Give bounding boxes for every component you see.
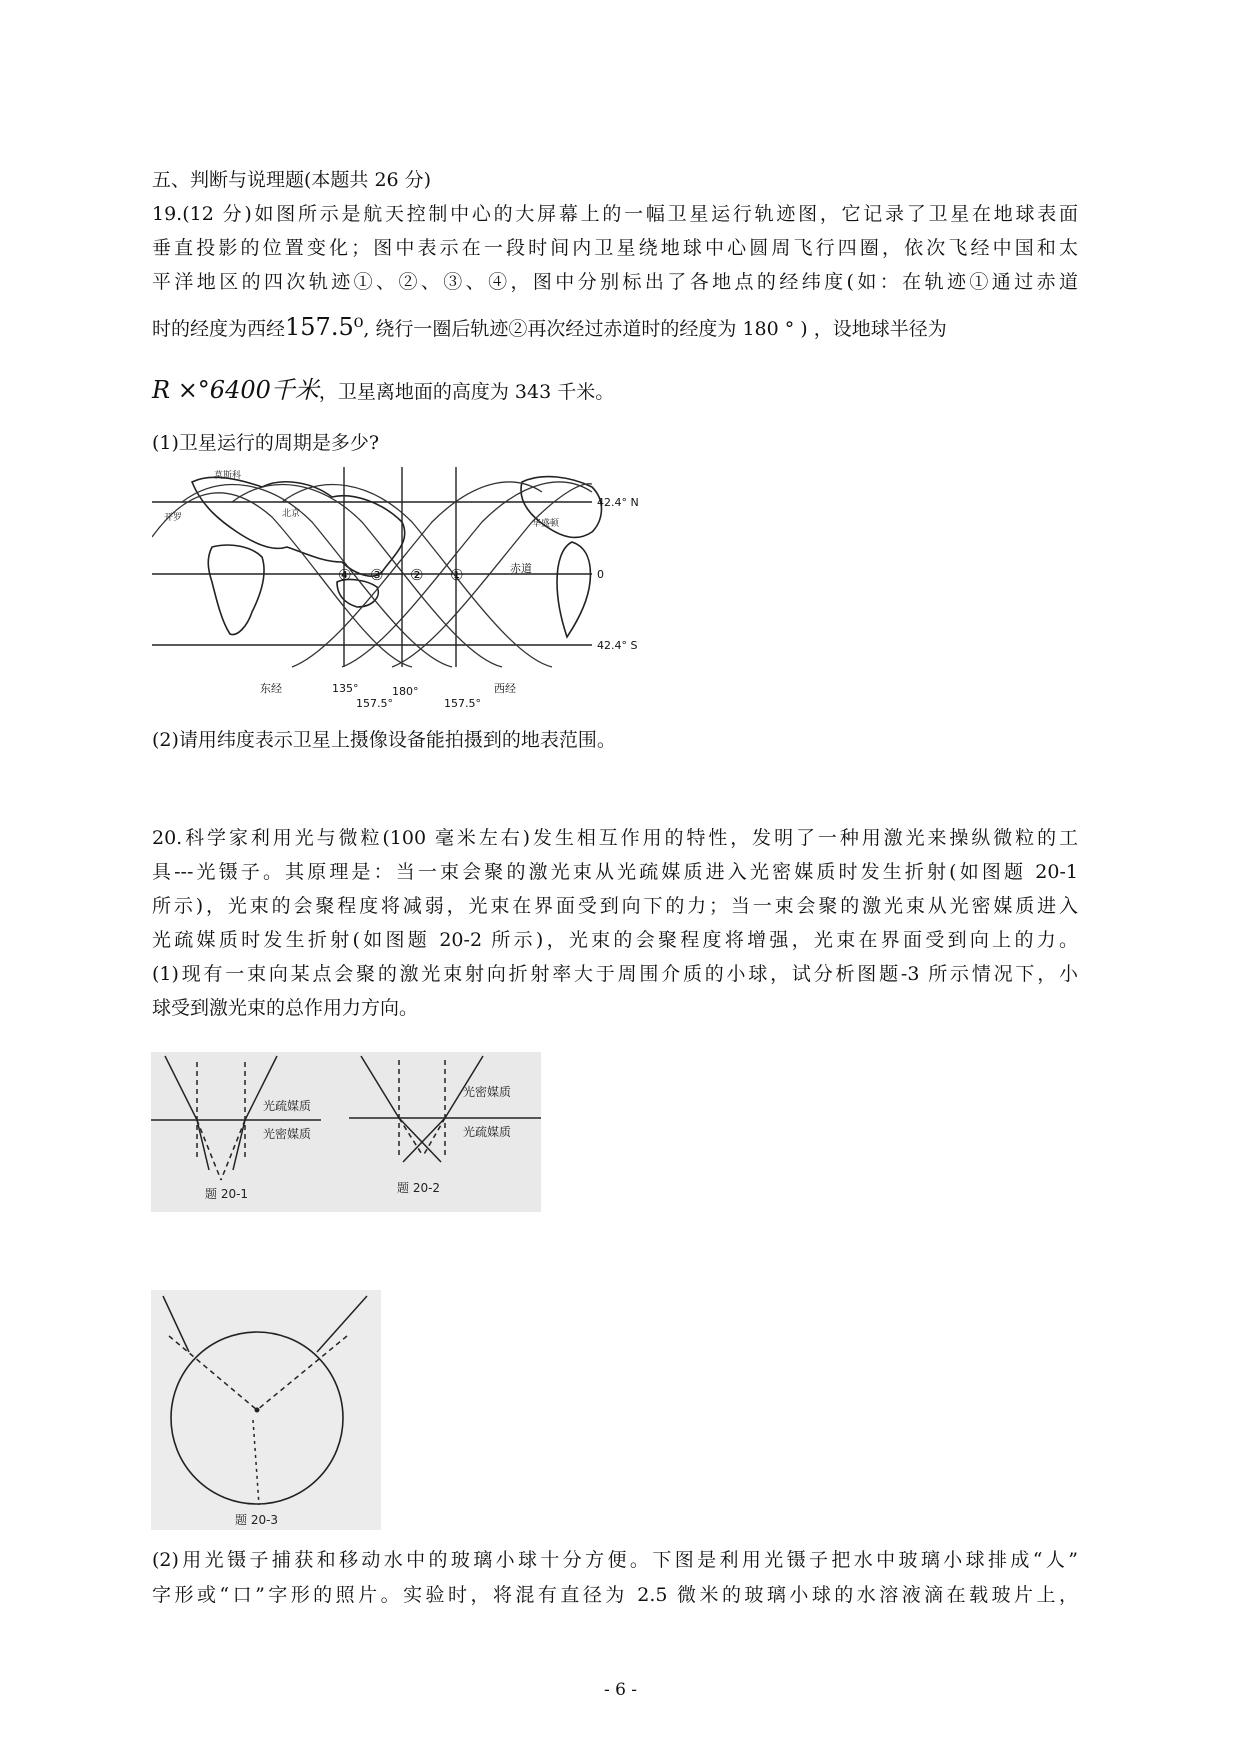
longitude-180-label: 180° <box>392 685 419 698</box>
q19-line-4 <box>152 315 947 341</box>
equator-zero-label: 0 <box>597 568 604 581</box>
q20-sub-question-2-line-1: (2)用光镊子捕获和移动水中的玻璃小球十分方便。下图是利用光镊子把水中玻璃小球排成“人” <box>152 1549 1078 1571</box>
focal-point <box>255 1408 260 1413</box>
q19-sub-question-1: (1)卫星运行的周期是多少? <box>152 432 380 454</box>
q19-radius-formula: R ×°6400千米 <box>152 376 319 404</box>
place-label-3: 华盛顿 <box>532 519 560 529</box>
equator-label: 赤道 <box>510 562 532 575</box>
fig-20-1-caption: 题 20-1 <box>205 1187 249 1201</box>
q20-sub-question-2-line-2: 字形或“口”字形的照片。实验时，将混有直径为 2.5 微米的玻璃小球的水溶液滴在载玻片上， <box>152 1584 1078 1606</box>
longitude-157-5-left-label: 157.5° <box>356 697 393 710</box>
fig-20-1-upper-medium: 光疏媒质 <box>263 1099 312 1113</box>
place-label-2: 北京 <box>282 509 301 519</box>
q19-line-5-text: ，卫星离地面的高度为 343 千米。 <box>318 381 615 403</box>
latitude-south-label: 42.4° S <box>597 639 638 652</box>
sphere-figure-20-3 <box>151 1290 381 1530</box>
track-4-marker: ④ <box>338 566 352 584</box>
q20-line-3: 所示)，光束的会聚程度将减弱，光束在界面受到向下的力；当一束会聚的激光束从光密媒质进入 <box>152 895 1078 917</box>
longitude-135-label: 135° <box>332 682 359 695</box>
fig-20-1-lower-medium: 光密媒质 <box>263 1127 312 1141</box>
q19-line-1: 19.(12 分)如图所示是航天控制中心的大屏幕上的一幅卫星运行轨迹图，它记录了卫星在地球表面 <box>152 203 1078 225</box>
fig-20-2-caption: 题 20-2 <box>397 1181 441 1195</box>
q19-line-2: 垂直投影的位置变化；图中表示在一段时间内卫星绕地球中心圆周飞行四圈，依次飞经中国和太 <box>152 237 1078 259</box>
q19-longitude-value: 157.5⁰ <box>285 313 364 341</box>
latitude-north-label: 42.4° N <box>597 496 639 509</box>
q20-line-4: 光疏媒质时发生折射(如图题 20-2 所示)，光束的会聚程度将增强，光束在界面受到向上的力。 <box>152 929 1078 951</box>
q20-line-6: 球受到激光束的总作用力方向。 <box>152 997 419 1019</box>
q19-line-4-a: 时的经度为西经 <box>152 318 286 340</box>
q20-line-1: 20.科学家利用光与微粒(100 毫米左右)发生相互作用的特性，发明了一种用激光来操纵微粒的工 <box>152 827 1078 849</box>
place-label-1: 莫斯科 <box>214 471 242 481</box>
satellite-track-map <box>152 462 692 715</box>
q19-line-4-b: , 绕行一圈后轨迹②再次经过赤道时的经度为 180 ° ) ，设地球半径为 <box>363 318 947 340</box>
fig-20-2-upper-medium: 光密媒质 <box>463 1085 512 1099</box>
place-label-4: 开罗 <box>164 513 183 523</box>
continent-outlines <box>192 477 601 637</box>
figure-20-3-background <box>151 1290 381 1530</box>
section-title: 五、判断与说理题(本题共 26 分) <box>152 169 432 191</box>
q19-line-3: 平洋地区的四次轨迹①、②、③、④，图中分别标出了各地点的经纬度(如：在轨迹①通过赤道 <box>152 271 1078 293</box>
q20-line-2: 具---光镊子。其原理是：当一束会聚的激光束从光疏媒质进入光密媒质时发生折射(如图题 20-1 <box>152 861 1078 883</box>
africa-outline <box>208 545 264 634</box>
page-number: - 6 - <box>603 1680 638 1700</box>
q19-line-5 <box>152 378 614 404</box>
track-2-marker: ② <box>410 566 424 584</box>
track-1-marker: ① <box>450 566 464 584</box>
track-3-marker: ③ <box>370 566 384 584</box>
south-america-outline <box>557 542 590 637</box>
q20-line-5: (1)现有一束向某点会聚的激光束射向折射率大于周围介质的小球，试分析图题-3 所示情况下，小 <box>152 963 1078 985</box>
fig-20-2-lower-medium: 光疏媒质 <box>463 1125 512 1139</box>
west-longitude-label: 西经 <box>494 682 516 695</box>
fig-20-3-caption: 题 20-3 <box>235 1513 279 1527</box>
longitude-157-5-right-label: 157.5° <box>444 697 481 710</box>
east-longitude-label: 东经 <box>260 682 282 695</box>
q19-sub-question-2: (2)请用纬度表示卫星上摄像设备能拍摄到的地表范围。 <box>152 729 616 751</box>
longitude-lines <box>344 467 456 667</box>
refraction-figures-20-1-20-2 <box>151 1052 541 1212</box>
